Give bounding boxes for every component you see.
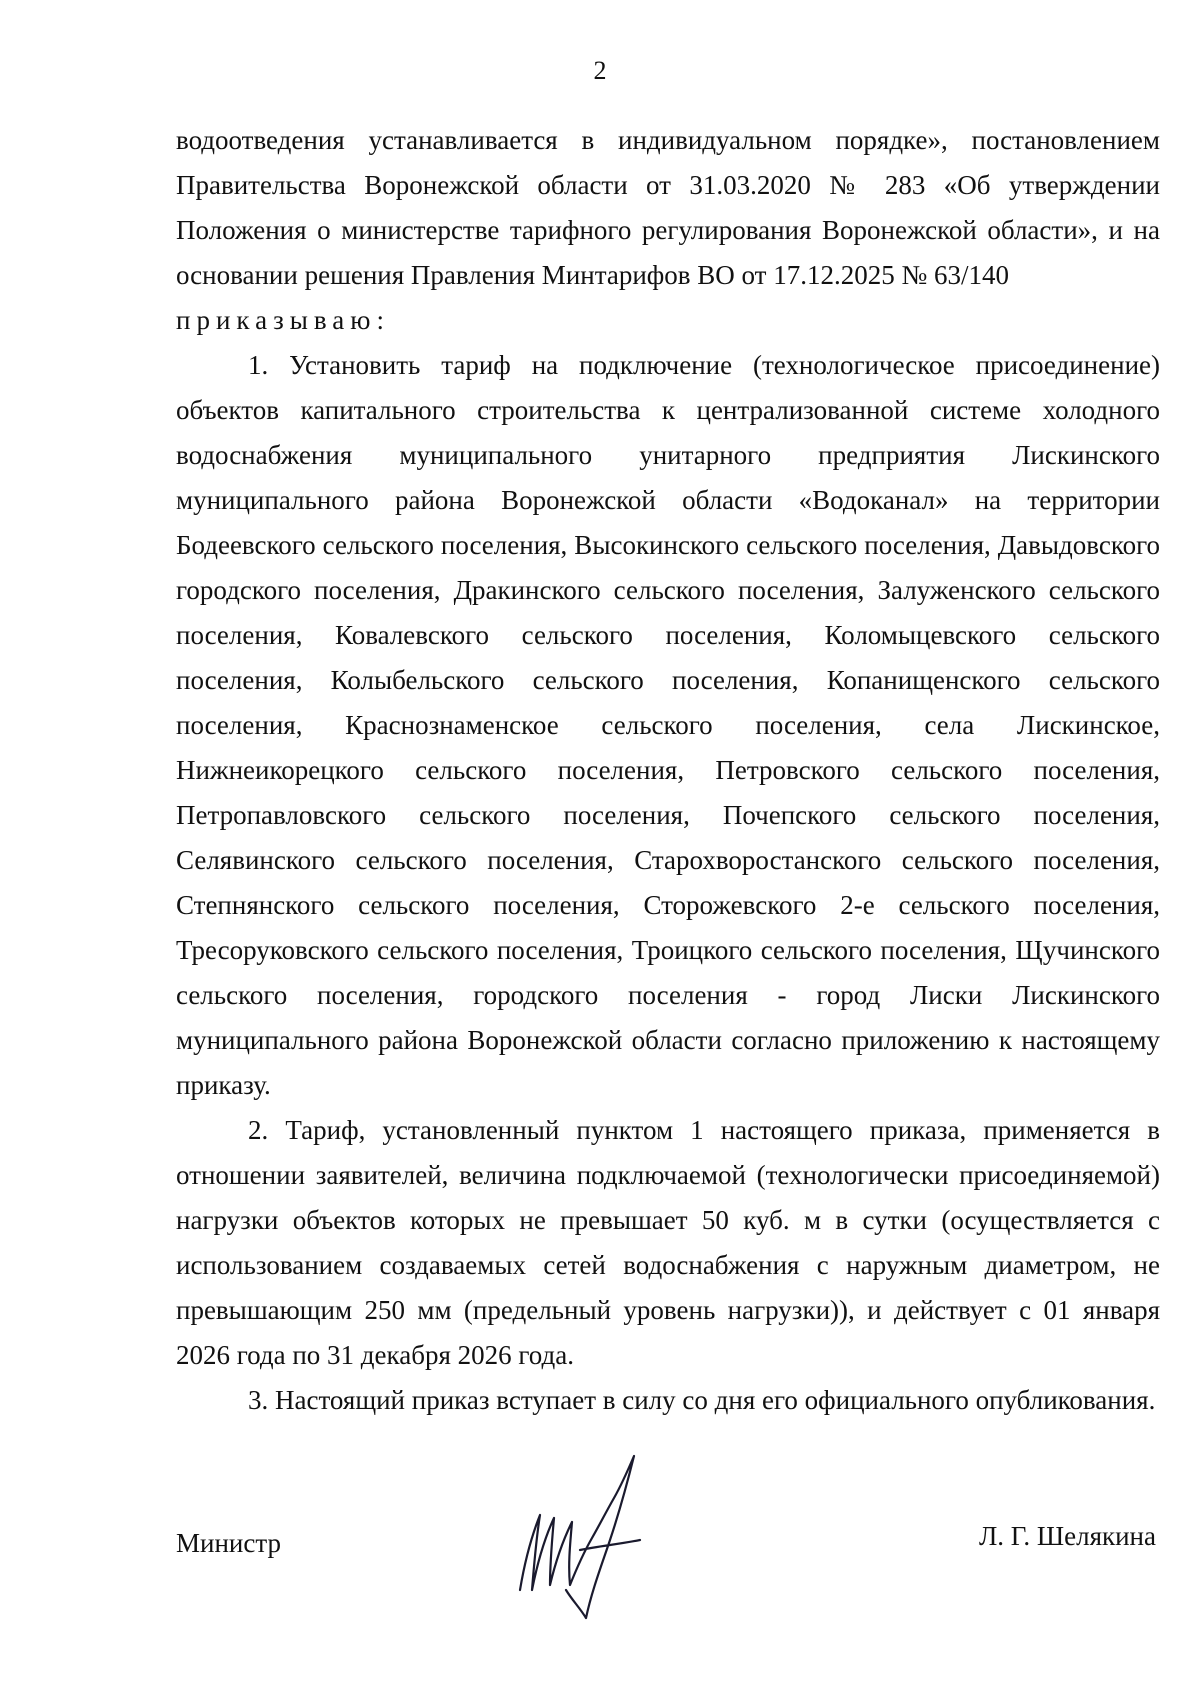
handwritten-signature [510, 1440, 690, 1630]
document-body [176, 118, 1160, 1423]
page-number: 2 [593, 56, 607, 85]
paragraph-item-2: 2. Тариф, установленный пунктом 1 настоящего приказа, применяется в отношении заявителей, величина подключаемой (технологически присоединяемой) нагрузки объектов которых не превышает 50 куб. м в сутки (осуществляется с использованием создаваемых сетей водоснабжения с наружным диаметром, не превышающим 250 мм (предельный уровень нагрузки)), и действует с 01 января 2026 года по 31 декабря 2026 года. [176, 1115, 1160, 1370]
paragraph-item-3: 3. Настоящий приказ вступает в силу со дня его официального опубликования. [248, 1385, 1156, 1415]
signatory-position: Министр [176, 1528, 281, 1558]
paragraph-item-1: 1. Установить тариф на подключение (технологическое присоединение) объектов капитального строительства к централизованной системе холодного водоснабжения муниципального унитарного предприятия Лискинского муниципального района Воронежской области «Водоканал» на территории Бодеевского сельского поселения, Высокинского сельского поселения, Давыдовского городского поселения, Дракинского сельского поселения, Залуженского сельского поселения, Ковалевского сельского поселения, Коломыцевского сельского поселения, Колыбельского сельского поселения, Копанищенского сельского поселения, Краснознаменское сельского поселения, села Лискинское, Нижнеикорецкого сельского поселения, Петровского сельского поселения, Петропавловского сельского поселения, Почепского сельского поселения, Селявинского сельского поселения, Старохворостанского сельского поселения, Степнянского сельского поселения, Сторожевского 2-е сельского поселения, Тресоруковского сельского поселения, Троицкого сельского поселения, Щучинского сельского поселения, городского поселения - город Лиски Лискинского муниципального района Воронежской области согласно приложению к настоящему приказу. [176, 350, 1160, 1100]
order-word: приказываю: [176, 305, 390, 335]
signatory-name: Л. Г. Шелякина [979, 1521, 1156, 1551]
paragraph-preamble-continuation: водоотведения устанавливается в индивидуальном порядке», постановлением Правительства Воронежской области от 31.03.2020 № 283 «Об утверждении Положения о министерстве тарифного регулирования Воронежской области», и на основании решения Правления Минтарифов ВО от 17.12.2025 № 63/140 [176, 125, 1160, 290]
